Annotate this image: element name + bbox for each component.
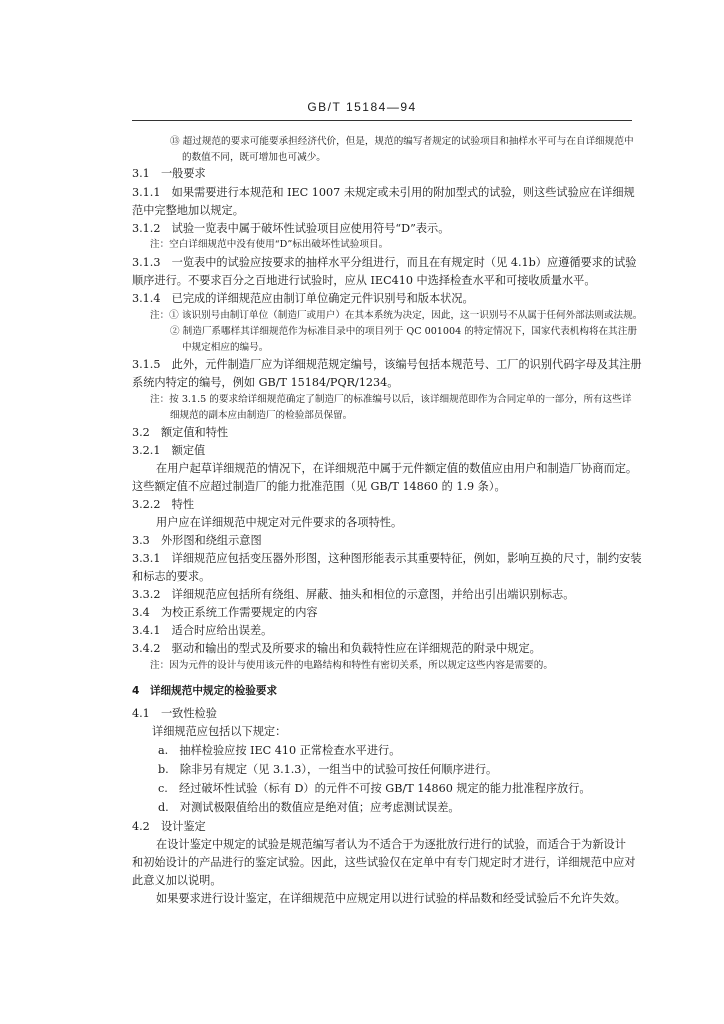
note-line: 注：按 3.1.5 的要求给详细规范确定了制造厂的标准编号以后，该详细规范即作为合同定单的一部分，所有这些详 (150, 394, 632, 405)
list-item: c. 经过破坏性试验（标有 D）的元件不可按 GB/T 14860 规定的能力批准程序放行。 (158, 782, 591, 795)
note-line: ② 制造厂系哪样其详细规范作为标准目录中的项目列于 QC 001004 的特定情况下，国家代表机构将在其注册 (170, 326, 637, 337)
text-line: 3.4.1 适合时应给出误差。 (132, 624, 273, 637)
text-line: 这些额定值不应超过制造厂的能力批准范围（见 GB/T 14860 的 1.9 条）。 (132, 480, 506, 493)
text-line: 此意义加以说明。 (132, 874, 222, 887)
text-line: 3.1.3 一览表中的试验应按要求的抽样水平分组进行，而且在有规定时（见 4.1b）应遵循要求的试验 (132, 256, 637, 269)
section-heading: 3.3 外形图和绕组示意图 (132, 534, 262, 547)
text-line: 详细规范应包括以下规定： (152, 725, 287, 738)
section-heading: 3.2.2 特性 (132, 498, 195, 511)
running-header: GB/T 15184—94 (307, 100, 417, 114)
text-line: 的数值不同，既可增加也可减少。 (182, 152, 326, 163)
note-line: 注：因为元件的设计与使用该元件的电路结构和特性有密切关系，所以规定这些内容是需要的。 (150, 660, 553, 671)
section-heading: 3.4 为校正系统工作需要规定的内容 (132, 606, 318, 619)
text-line: 在设计鉴定中规定的试验是规范编写者认为不适合于为逐批放行进行的试验，而适合于为新设计 (156, 838, 626, 851)
text-line: 3.3.2 详细规范应包括所有绕组、屏蔽、抽头和相位的示意图，并给出引出端识别标志。 (132, 588, 575, 601)
text-line: 顺序进行。不要求百分之百地进行试验时，应从 IEC410 中选择检查水平和可接收质量水平。 (132, 274, 596, 287)
note-line: 注：空白详细规范中没有使用“D”标出破坏性试验项目。 (150, 239, 389, 250)
text-line: 3.1.1 如果需要进行本规范和 IEC 1007 未规定或未引用的附加型式的试验，则这些试验应在详细规 (132, 186, 635, 199)
note-line: 注：① 该识别号由制订单位（制造厂或用户）在其本系统为决定，因此，这一识别号不从属于任何外部法则或法规。 (150, 310, 643, 321)
text-line: 和标志的要求。 (132, 570, 211, 583)
text-line: 用户应在详细规范中规定对元件要求的各项特性。 (156, 516, 403, 529)
text-line: ⑬ 超过规范的要求可能要承担经济代价，但是，规范的编写者规定的试验项目和抽样水平可与在自详细规范中 (170, 136, 634, 147)
text-line: 如果要求进行设计鉴定，在详细规范中应规定用以进行试验的样品数和经受试验后不允许失效。 (156, 892, 626, 905)
chapter-heading: 4 详细规范中规定的检验要求 (132, 685, 278, 697)
text-line: 3.4.2 驱动和输出的型式及所要求的输出和负载特性应在详细规范的附录中规定。 (132, 642, 541, 655)
text-line: 在用户起草详细规范的情况下，在详细规范中属于元件额定值的数值应由用户和制造厂协商而定。 (156, 462, 638, 475)
text-line: 3.1.4 已完成的详细规范应由制订单位确定元件识别号和版本状况。 (132, 292, 474, 305)
section-heading: 4.2 设计鉴定 (132, 820, 206, 833)
text-line: 和初始设计的产品进行的鉴定试验。因此，这些试验仅在定单中有专门规定时才进行，详细规范中应对 (132, 856, 636, 869)
section-heading: 3.2 额定值和特性 (132, 426, 229, 439)
header-rule (132, 120, 632, 121)
text-line: 系统内特定的编号，例如 GB/T 15184/PQR/1234。 (132, 376, 399, 389)
note-line: 中规定相应的编号。 (182, 342, 269, 353)
list-item: a. 抽样检验应按 IEC 410 正常检查水平进行。 (158, 744, 401, 757)
text-line: 3.1.5 此外，元件制造厂应为详细规范规定编号，该编号包括本规范号、工厂的识别代码字母及其注册 (132, 358, 642, 371)
list-item: b. 除非另有规定（见 3.1.3），一组当中的试验可按任何顺序进行。 (158, 763, 498, 776)
section-heading: 3.1 一般要求 (132, 167, 206, 180)
note-line: 细规范的副本应由制造厂的检验部员保留。 (170, 410, 353, 421)
text-line: 3.3.1 详细规范应包括变压器外形图，这种图形能表示其重要特征，例如，影响互换的尺寸，制约安装 (132, 552, 642, 565)
section-heading: 3.2.1 额定值 (132, 444, 206, 457)
section-heading: 4.1 一致性检验 (132, 707, 217, 720)
text-line: 3.1.2 试验一览表中属于破坏性试验项目应使用符号“D”表示。 (132, 222, 450, 235)
text-line: 范中完整地加以规定。 (132, 204, 244, 217)
list-item: d. 对测试极限值给出的数值应是绝对值；应考虑测试误差。 (158, 801, 460, 814)
